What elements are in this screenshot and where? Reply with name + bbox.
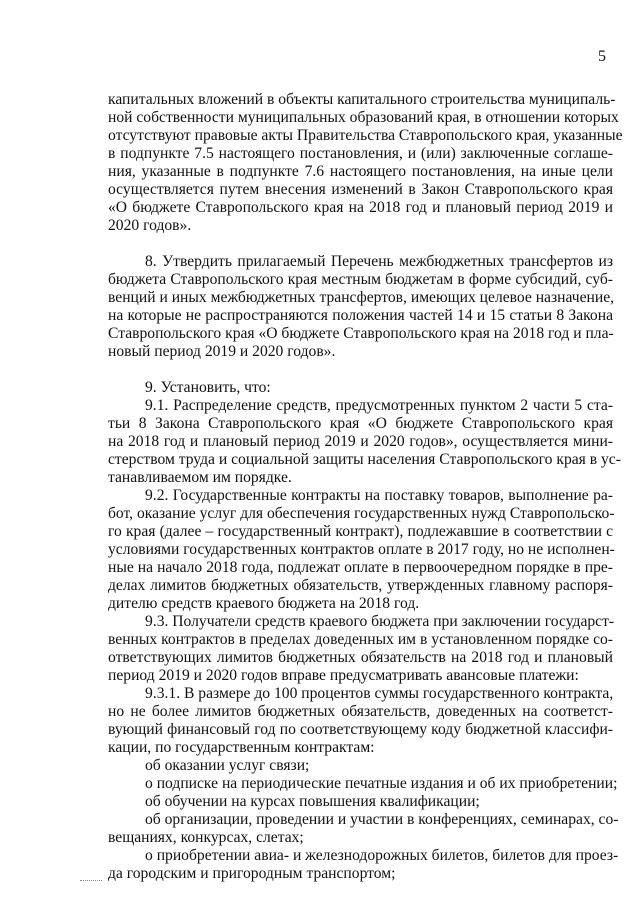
text-line: тьи 8 Закона Ставропольского края «О бюджете Ставропольского края: [108, 415, 613, 432]
text-line: осуществляется путем внесения изменений в Закон Ставропольского края: [108, 181, 613, 198]
text-line: на которые не распространяются положения частей 14 и 15 статьи 8 Закона: [108, 307, 613, 324]
paragraph: [108, 487, 613, 613]
document-body: [108, 91, 623, 883]
text-line: 9.2. Государственные контракты на поставку товаров, выполнение ра-: [145, 487, 613, 504]
paragraph: [108, 757, 613, 775]
text-line: о приобретении авиа- и железнодорожных билетов, билетов для проез-: [145, 847, 619, 864]
text-line: 2020 годов».: [108, 217, 192, 234]
text-line: 9.3.1. В размере до 100 процентов суммы государственного контракта,: [145, 685, 614, 702]
text-line: вещаниях, конкурсах, слетах;: [108, 829, 304, 846]
text-line: в подпункте 7.5 настоящего постановления, и (или) заключенные соглаше-: [108, 145, 613, 162]
paragraph: [108, 397, 621, 487]
text-line: об организации, проведении и участии в конференциях, семинарах, со-: [145, 811, 619, 828]
text-line: бот, оказание услуг для обеспечения государственных нужд Ставропольско-: [108, 505, 615, 522]
text-line: период 2019 и 2020 годов вправе предусматривать авансовые платежи:: [108, 667, 579, 684]
text-line: об обучении на курсах повышения квалификации;: [145, 793, 480, 810]
text-line: кации, по государственным контрактам:: [108, 739, 375, 756]
text-line: танавливаемом им порядке.: [108, 469, 292, 486]
text-line: Ставропольского края «О бюджете Ставропольского края на 2018 год и пла-: [108, 325, 614, 342]
text-line: о подписке на периодические печатные издания и об их приобретении;: [145, 775, 618, 792]
paragraph: [108, 847, 619, 883]
text-line: но не более лимитов бюджетных обязательств, доведенных на соответст-: [108, 703, 613, 720]
paragraph-spacer: [108, 361, 613, 379]
text-line: 8. Утвердить прилагаемый Перечень межбюджетных трансфертов из: [145, 253, 613, 270]
paragraph: [108, 253, 613, 361]
paragraph: [108, 91, 623, 235]
text-line: венций и иных межбюджетных трансфертов, имеющих целевое назначение,: [108, 289, 615, 306]
text-line: 9.3. Получатели средств краевого бюджета при заключении государст-: [145, 613, 615, 630]
text-line: ответствующих лимитов бюджетных обязательств на 2018 год и плановый: [108, 649, 613, 666]
text-line: на 2018 год и плановый период 2019 и 2020 годов», осуществляется мини-: [108, 433, 613, 450]
paragraph-spacer: [108, 235, 613, 253]
text-line: об оказании услуг связи;: [145, 757, 310, 774]
text-line: венных контрактов в пределах доведенных им в установленном порядке со-: [108, 631, 613, 648]
paragraph: [108, 685, 613, 757]
text-line: новый период 2019 и 2020 годов».: [108, 343, 336, 360]
text-line: 9. Установить, что:: [145, 379, 271, 396]
paragraph: [108, 793, 613, 811]
text-line: ной собственности муниципальных образований края, в отношении которых: [108, 109, 619, 126]
footer-divider: [80, 880, 102, 881]
text-line: ные на начало 2018 года, подлежат оплате в первоочередном порядке в пре-: [108, 559, 613, 576]
text-line: бюджета Ставропольского края местным бюджетам в форме субсидий, суб-: [108, 271, 613, 288]
text-line: го края (далее – государственный контракт), подлежавшие в соответствии с: [108, 523, 613, 540]
paragraph: [108, 613, 613, 685]
text-line: да городским и пригородным транспортом;: [108, 865, 396, 882]
text-line: «О бюджете Ставропольского края на 2018 год и плановый период 2019 и: [108, 199, 613, 216]
text-line: вующий финансовый год по соответствующему коду бюджетной классифи-: [108, 721, 613, 738]
text-line: делах лимитов бюджетных обязательств, утвержденных главному распоря-: [108, 577, 613, 594]
page-number: 5: [598, 48, 606, 65]
text-line: стерством труда и социальной защиты населения Ставропольского края в ус-: [108, 451, 621, 468]
text-line: 9.1. Распределение средств, предусмотренных пунктом 2 части 5 ста-: [145, 397, 613, 414]
paragraph: [108, 775, 618, 793]
text-line: ния, указанные в подпункте 7.6 настоящего постановления, на иные цели: [108, 163, 613, 180]
text-line: условиями государственных контрактов оплате в 2017 году, но не исполнен-: [108, 541, 615, 558]
text-line: отсутствуют правовые акты Правительства Ставропольского края, указанные: [108, 127, 623, 144]
paragraph: [108, 379, 613, 397]
paragraph: [108, 811, 619, 847]
text-line: дителю средств краевого бюджета на 2018 год.: [108, 595, 420, 612]
text-line: капитальных вложений в объекты капитального строительства муниципаль-: [108, 91, 616, 108]
